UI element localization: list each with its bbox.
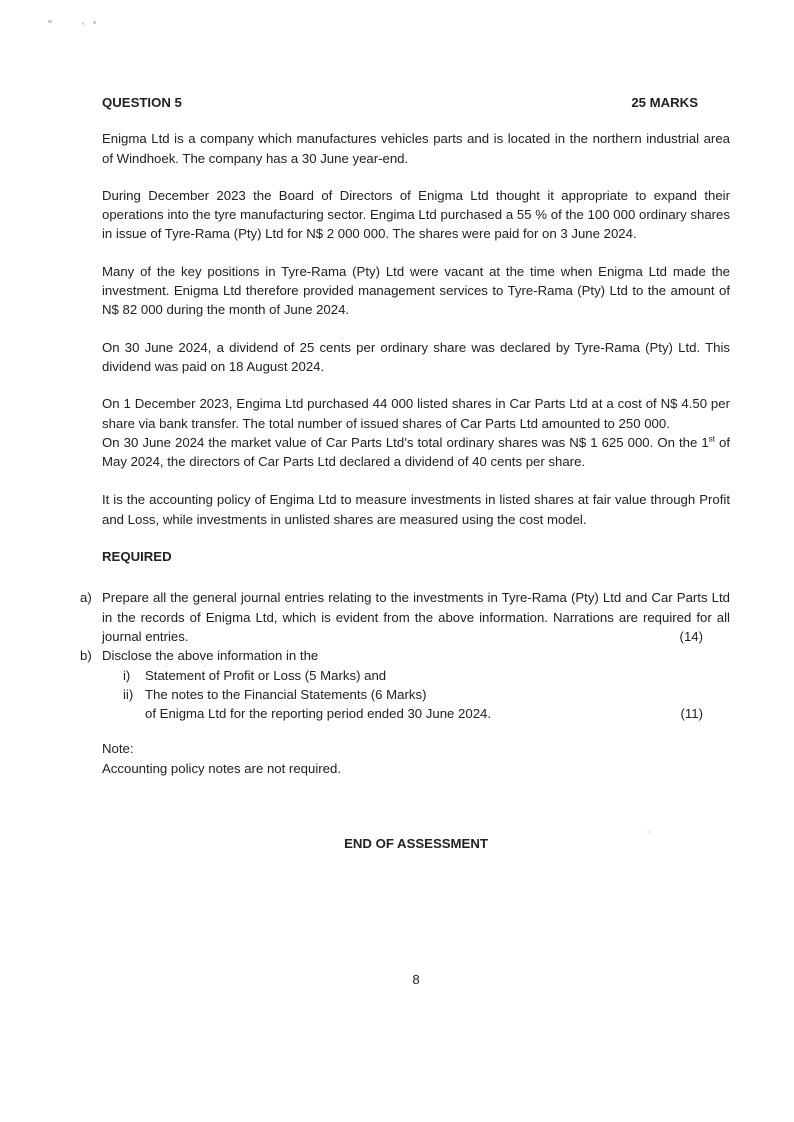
list-marker-i: i) [123,667,131,683]
end-of-assessment: END OF ASSESSMENT [344,836,488,852]
question-title: QUESTION 5 [102,95,182,110]
car-parts-line2-pre: On 30 June 2024 the market value of Car Parts Ltd’s total ordinary shares was N$ 1 625 000. On the 1 [102,434,709,450]
page-number: 8 [412,972,420,988]
accounting-policy-paragraph: It is the accounting policy of Engima Ltd to measure investments in listed shares at fair value through Profit and Loss, while investments in unlisted shares are measured using the cost model. [102,492,730,527]
required-item-a [80,588,730,646]
note-text: Accounting policy notes are not required. [102,760,341,776]
list-marker-a: a) [80,590,92,606]
intro-paragraph: Enigma Ltd is a company which manufactures vehicles parts and is located in the northern industrial area of Windhoek. The company has a 30 June year-end. [102,131,730,166]
page-content [80,0,730,990]
tyre-rama-purchase-paragraph: During December 2023 the Board of Directors of Enigma Ltd thought it appropriate to expand their operations into the tyre manufacturing sector. Engima Ltd purchased a 55 % of the 100 000 ordinary shares in issue of Tyre-Rama (Pty) Ltd for N$ 2 000 000. The shares were paid for on 3 June 2024. [102,187,730,242]
note-block [102,739,730,778]
scan-speck [48,20,52,23]
question-header [102,93,730,112]
note-label: Note: [102,741,134,757]
sub-item-i [102,666,730,685]
scan-speck [93,21,96,24]
management-services-paragraph: Many of the key positions in Tyre-Rama (Pty) Ltd were vacant at the time when Enigma Ltd made the investment. Enigma Ltd therefore provided management services to Tyre-Rama (Pty) Ltd to the amount of N$ 82 000 during the month of June 2024. [102,263,730,318]
car-parts-line1: On 1 December 2023, Engima Ltd purchased 44 000 listed shares in Car Parts Ltd at a cost of N$ 4.50 per share via bank transfer. The total number of issued shares of Car Parts Ltd amounted to 250 000. [102,396,730,431]
total-marks: 25 MARKS [631,95,698,110]
required-list [80,588,730,723]
car-parts-line2-post: of May 2024, the directors of Car Parts Ltd declared a dividend of 40 cents per share. [102,434,730,470]
sub-item-ii-text: The notes to the Financial Statements (6 Marks) [145,686,427,702]
scan-speck [82,22,84,25]
marks-allocation-a: (14) [679,628,703,644]
dividend-declared-paragraph: On 30 June 2024, a dividend of 25 cents per ordinary share was declared by Tyre-Rama (Pty) Ltd. This dividend was paid on 18 August 2024. [102,339,730,374]
car-parts-paragraph [102,394,730,471]
required-item-b-text: Disclose the above information in the [102,648,319,664]
sub-item-ii-continuation [102,704,730,723]
ordinal-superscript: st [708,434,715,444]
required-item-a-text: Prepare all the general journal entries relating to the investments in Tyre-Rama (Pty) Ltd and Car Parts Ltd in the records of Enigma Ltd, which is evident from the above information. Narrations are required for all journal entries. [102,590,730,644]
required-heading: REQUIRED [102,549,172,565]
marks-allocation-b: (11) [680,706,703,722]
list-marker-ii: ii) [123,686,134,702]
list-marker-b: b) [80,648,92,664]
sub-item-i-text: Statement of Profit or Loss (5 Marks) and [145,667,387,683]
required-item-b [80,646,730,665]
sub-item-ii-continuation-text: of Enigma Ltd for the reporting period ended 30 June 2024. [145,706,492,722]
sub-item-ii [102,685,730,704]
